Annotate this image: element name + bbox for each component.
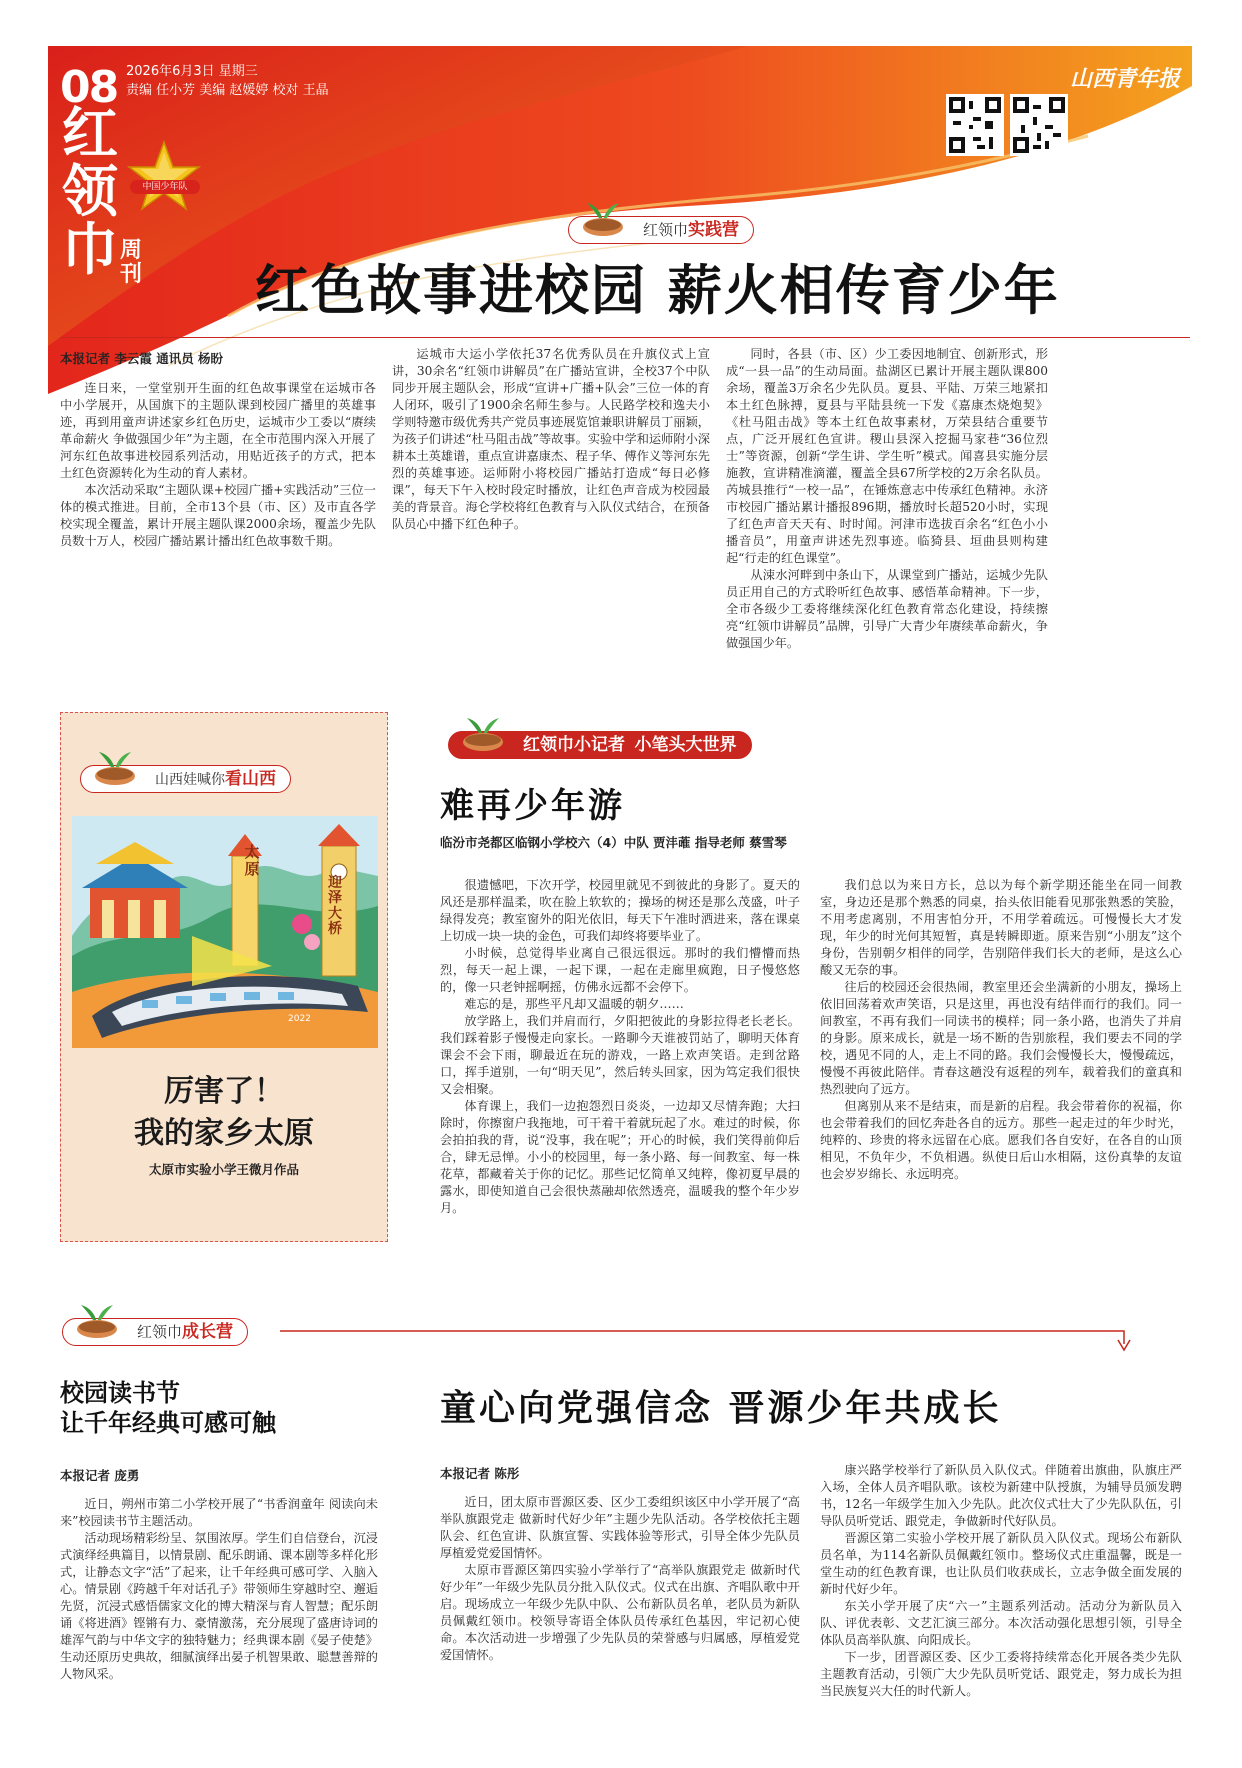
section3-col-2 xyxy=(820,1462,1182,1716)
badge-prefix: 红领巾 xyxy=(137,1323,183,1341)
masthead-char-3: 巾 xyxy=(62,217,118,283)
issue-date: 2026年6月3日 星期三 xyxy=(126,64,258,79)
artwork-title-line-2: 我的家乡太原 xyxy=(134,1116,314,1151)
section1-paragraph-1: 连日来，一堂堂别开生面的红色故事课堂在运城市各中小学展开，从国旗下的主题队课到校园广播里的英雄事迹，再到用童声讲述家乡红色历史，运城市少工委以“赓续革命薪火 争做强国少年”为主题，在全市范围内深入开展了河东红色故事进校园系列活动，用贴近孩子的方式，把本土红色资源转化为生动的育人素材。 xyxy=(60,381,376,480)
section1-col-2 xyxy=(392,346,710,574)
section-badge-see-shanxi xyxy=(80,765,291,793)
section3-headline: 童心向党强信念 晋源少年共成长 xyxy=(440,1387,1002,1429)
sprout-pot-icon xyxy=(69,1299,125,1341)
badge-name: 小笔头大世界 xyxy=(634,735,737,755)
section2-paragraph-3: 难忘的是，那些平凡却又温暖的朝夕…… xyxy=(464,997,684,1011)
masthead-subtitle: 周刊 xyxy=(120,237,143,288)
badge-name: 看山西 xyxy=(225,769,276,789)
drawing-sign-taiyuan: 太原 xyxy=(244,843,260,878)
qr-code-1-icon xyxy=(946,94,1004,156)
section3-paragraph-1: 近日，团太原市晋源区委、区少工委组织该区中小学开展了“高举队旗跟党走 做新时代好少年”主题少先队活动。各学校依托主题队会、红色宣讲、队旗宣誓、实践体验等形式，引导全体少先队员厚植爱党爱国情怀。 xyxy=(440,1495,800,1560)
section1-paragraph-3: 运城市大运小学依托37名优秀队员在升旗仪式上宣讲，30余名“红领巾讲解员”在广播站宣讲，全校37个中队同步开展主题队会，形成“宣讲+广播+队会”三位一体的育人闭环，吸引了1900余名师生参与。人民路学校和逸夫小学则特邀市级优秀共产党员事迹展览馆兼职讲解员丁丽颖，为孩子们讲述“杜马阻击战”等故事。实验中学和运师附小深耕本土英雄谱，重点宣讲嘉康杰、程子华、傅作义等河东先烈的英雄事迹。运师附小将校园广播站打造成“每日必修课”，每天下午入校时段定时播放，让红色声音成为校园最美的背景音。海仑学校将红色教育与入队仪式结合，在预备队员心中播下红色种子。 xyxy=(392,347,710,531)
section-badge-little-reporter xyxy=(448,731,752,759)
section2-paragraph-6: 我们总以为来日方长，总以为每个新学期还能坐在同一间教室，身边还是那个熟悉的同桌，抬头依旧能看见那张熟悉的笑脸，不用考虑离别，不用害怕分开，不用学着疏远。可慢慢长大才发现，年少的时光何其短暂，真是转瞬即逝。原来告别“小朋友”这个身份，告别朝夕相伴的同学，告别陪伴我们长大的老师，是这么心酸又无奈的事。 xyxy=(820,878,1182,977)
section1-col-3 xyxy=(726,346,1048,650)
section3-arrow-rule xyxy=(280,1318,1140,1352)
section3-paragraph-3: 康兴路学校举行了新队员入队仪式。伴随着出旗曲，队旗庄严入场，全体人员齐唱队歌。该校为新建中队授旗，为辅导员颁发聘书，12名一年级学生加入少先队。此次仪式壮大了少先队队伍，引导队员听党话、跟党走，争做新时代好队员。 xyxy=(820,1463,1182,1528)
editor-credits: 责编 任小芳 美编 赵媛婷 校对 王晶 xyxy=(126,83,329,98)
sprout-pot-icon xyxy=(87,746,143,788)
page-number: 08 xyxy=(60,62,118,113)
section2-paragraph-5: 体育课上，我们一边抱怨烈日炎炎，一边却又尽情奔跑；大扫除时，你擦窗户我拖地，可干着干着就玩起了水。难过的时候，你会拍拍我的背，说“没事，我在呢”；开心的时候，我们笑得前仰后合，肆无忌惮。小小的校园里，每一条小路、每一间教室、每一株花草，都藏着关于你的记忆。那些记忆简单又纯粹，像初夏早晨的露水，即使知道自己会很快蒸融却依然透亮，温暖我的整个年少岁月。 xyxy=(440,1099,800,1215)
section3-paragraph-5: 东关小学开展了庆“六一”主题系列活动。活动分为新队员入队、评优表彰、文艺汇演三部分。本次活动强化思想引领，引导全体队员高举队旗、向阳成长。 xyxy=(820,1599,1182,1647)
side-article-title-line-1: 校园读书节 xyxy=(60,1378,180,1407)
section3-byline: 本报记者 陈彤 xyxy=(440,1466,520,1481)
section3-paragraph-6: 下一步，团晋源区委、区少工委将持续常态化开展各类少先队主题教育活动，引领广大少先队员听党话、跟党走，努力成长为担当民族复兴大任的时代新人。 xyxy=(820,1650,1182,1698)
side-article-body xyxy=(60,1496,378,1714)
section2-paragraph-1: 很遗憾吧，下次开学，校园里就见不到彼此的身影了。夏天的风还是那样温柔，吹在脸上软软的；操场的树还是那么茂盛，叶子绿得发亮；教室窗外的阳光依旧，每天下午准时洒进来，落在课桌上切成一块一块的金色，可我们却终将要毕业了。 xyxy=(440,878,800,943)
section-badge-practice-camp xyxy=(568,216,754,244)
side-article-title xyxy=(60,1378,276,1438)
section1-byline: 本报记者 李云霞 通讯员 杨盼 xyxy=(60,351,224,366)
section2-paragraph-2: 小时候，总觉得毕业离自己很远很远。那时的我们懵懵而热烈，每天一起上课，一起下课，一起在走廊里疯跑，日子慢悠悠的，像一只老钟摇啊摇，仿佛永远都不会停下。 xyxy=(440,946,800,994)
section3-col-1 xyxy=(440,1494,800,1716)
artwork-title-line-1: 厉害了！ xyxy=(164,1074,284,1109)
section-badge-growth-camp xyxy=(62,1318,248,1346)
section1-headline: 红色故事进校园 薪火相传育少年 xyxy=(255,258,1060,322)
side-article-title-line-2: 让千年经典可感可触 xyxy=(60,1408,276,1437)
section2-paragraph-4: 放学路上，我们并肩而行，夕阳把彼此的身影拉得老长老长。我们踩着影子慢慢走向家长。一路聊今天谁被罚站了，聊明天体育课会不会下雨，聊最近在玩的游戏，一路上欢声笑语。走到岔路口，挥手道别，一句“明天见”，然后转头回家，因为笃定我们很快又会相聚。 xyxy=(440,1014,800,1096)
badge-prefix: 红领巾小记者 xyxy=(523,735,625,755)
masthead-char-1: 红 xyxy=(62,101,118,167)
section3-paragraph-2: 太原市晋源区第四实验小学举行了“高举队旗跟党走 做新时代好少年”一年级少先队员分批入队仪式。仪式在出旗、齐唱队歌中开启。现场成立一年级少先队中队、公布新队员名单，老队员为新队员佩戴红领巾。校领导寄语全体队员传承红色基因，牢记初心使命。本次活动进一步增强了少先队员的荣誉感与归属感，厚植爱党爱国情怀。 xyxy=(440,1563,800,1662)
badge-name: 实践营 xyxy=(688,220,740,240)
side-article-byline: 本报记者 庞勇 xyxy=(60,1468,140,1483)
artwork-credit: 太原市实验小学王微月作品 xyxy=(148,1162,299,1177)
section1-paragraph-2: 本次活动采取“主题队课+校园广播+实践活动”三位一体的模式推进。目前，全市13个县（市、区）及市直各学校实现全覆盖，累计开展主题队课2000余场，覆盖少先队员数十万人，校园广播站累计播出红色故事数千期。 xyxy=(60,483,376,548)
emblem-ribbon: 中国少年队 xyxy=(130,180,200,194)
section1-top-rule xyxy=(60,337,1190,338)
section1-col-1 xyxy=(60,380,376,574)
sprout-pot-icon xyxy=(575,197,631,239)
badge-prefix: 山西娃喊你 xyxy=(155,772,225,788)
young-pioneers-star-icon xyxy=(128,140,200,212)
side-paragraph-1: 近日，朔州市第二小学校开展了“书香润童年 阅读向未来”校园读书节主题活动。 xyxy=(60,1497,378,1528)
section2-paragraph-8: 但离别从来不是结束，而是新的启程。我会带着你的祝福，你也会带着我们的回忆奔赴各自的远方。那些一起走过的年少时光，纯粹的、珍贵的将永远留在心底。愿我们各自安好，在各自的山顶相见，不负年少，不负相遇。纵使日后山水相隔，这份真挚的友谊也会岁岁绵长、永远明亮。 xyxy=(820,1099,1182,1181)
section2-byline: 临汾市尧都区临钢小学校六（4）中队 贾沣蓶 指导老师 蔡雪琴 xyxy=(440,835,787,850)
newspaper-logo: 山西青年报 xyxy=(1070,66,1181,92)
section2-col-2 xyxy=(820,877,1182,1245)
section3-paragraph-4: 晋源区第二实验小学校开展了新队员入队仪式。现场公布新队员名单，为114名新队员佩戴红领巾。整场仪式庄重温馨，既是一堂生动的红色教育课，也让队员们收获成长，立志争做全面发展的新时代好少年。 xyxy=(820,1531,1182,1596)
qr-code-2-icon xyxy=(1010,94,1068,156)
section2-headline: 难再少年游 xyxy=(440,786,625,826)
section2-col-1 xyxy=(440,877,800,1245)
section1-paragraph-4: 同时，各县（市、区）少工委因地制宜、创新形式，形成“一县一品”的生动局面。盐湖区已累计开展主题队课800余场，覆盖3万余名少先队员。夏县、平陆、万荣三地紧扣本土红色脉搏，夏县与平陆县统一下发《嘉康杰烧炮契》《杜马阻击战》等本土红色故事素材，万荣县结合重要节点，广泛开展红色宣讲。稷山县深入挖掘马家巷“36位烈士”等资源，创新“学生讲、学生听”模式。闻喜县实施分层施教，宣讲精准滴灌，覆盖全县67所学校的2万余名队员。芮城县推行“一校一品”，在锤炼意志中传承红色精神。永济市校园广播站累计播报896期，播放时长超520小时，实现了红色声音天天有、时时闻。河津市选拔百余名“红色小小播音员”，用童声讲述先烈事迹。临猗县、垣曲县则构建起“行走的红色课堂”。 xyxy=(726,347,1048,565)
sprout-pot-icon xyxy=(455,712,511,754)
drawing-year-mark: 2022 xyxy=(288,1014,311,1024)
badge-prefix: 红领巾 xyxy=(643,221,689,239)
drawing-sign-yingze-bridge: 迎泽大桥 xyxy=(328,875,342,938)
section2-paragraph-7: 往后的校园还会很热闹，教室里还会坐满新的小朋友，操场上依旧回荡着欢声笑语，只是这里，再也没有结伴而行的我们。同一间教室，不再有我们一同读书的模样；同一条小路，也消失了并肩的身影。原来成长，就是一场不断的告别旅程，我们要去不同的学校，遇见不同的人，走上不同的路。我们会慢慢长大，慢慢疏远，慢慢不再彼此陪伴。青春这趟没有返程的列车，载着我们的童真和热烈驶向了远方。 xyxy=(820,980,1182,1096)
badge-name: 成长营 xyxy=(182,1322,234,1342)
side-paragraph-2: 活动现场精彩纷呈、氛围浓厚。学生们自信登台，沉浸式演绎经典篇目，以情景剧、配乐朗诵、课本剧等多样化形式，让静态文字“活”了起来，让千年经典可感可学、入脑入心。情景剧《跨越千年对话孔子》带领师生穿越时空、邂逅先贤，沉浸式感悟儒家文化的博大精深与育人智慧；配乐朗诵《将进酒》铿锵有力、豪情激荡，充分展现了盛唐诗词的雄浑气韵与中华文字的独特魅力；经典课本剧《晏子使楚》生动还原历史典故，细腻演绎出晏子机智果敢、聪慧善辩的人物风采。 xyxy=(60,1531,378,1681)
section1-paragraph-5: 从涑水河畔到中条山下，从课堂到广播站，运城少先队员正用自己的方式聆听红色故事、感悟革命精神。下一步，全市各级少工委将继续深化红色教育常态化建设，持续擦亮“红领巾讲解员”品牌，引导广大青少年赓续革命薪火，争做强国少年。 xyxy=(726,568,1048,650)
masthead-char-2: 领 xyxy=(62,159,118,225)
